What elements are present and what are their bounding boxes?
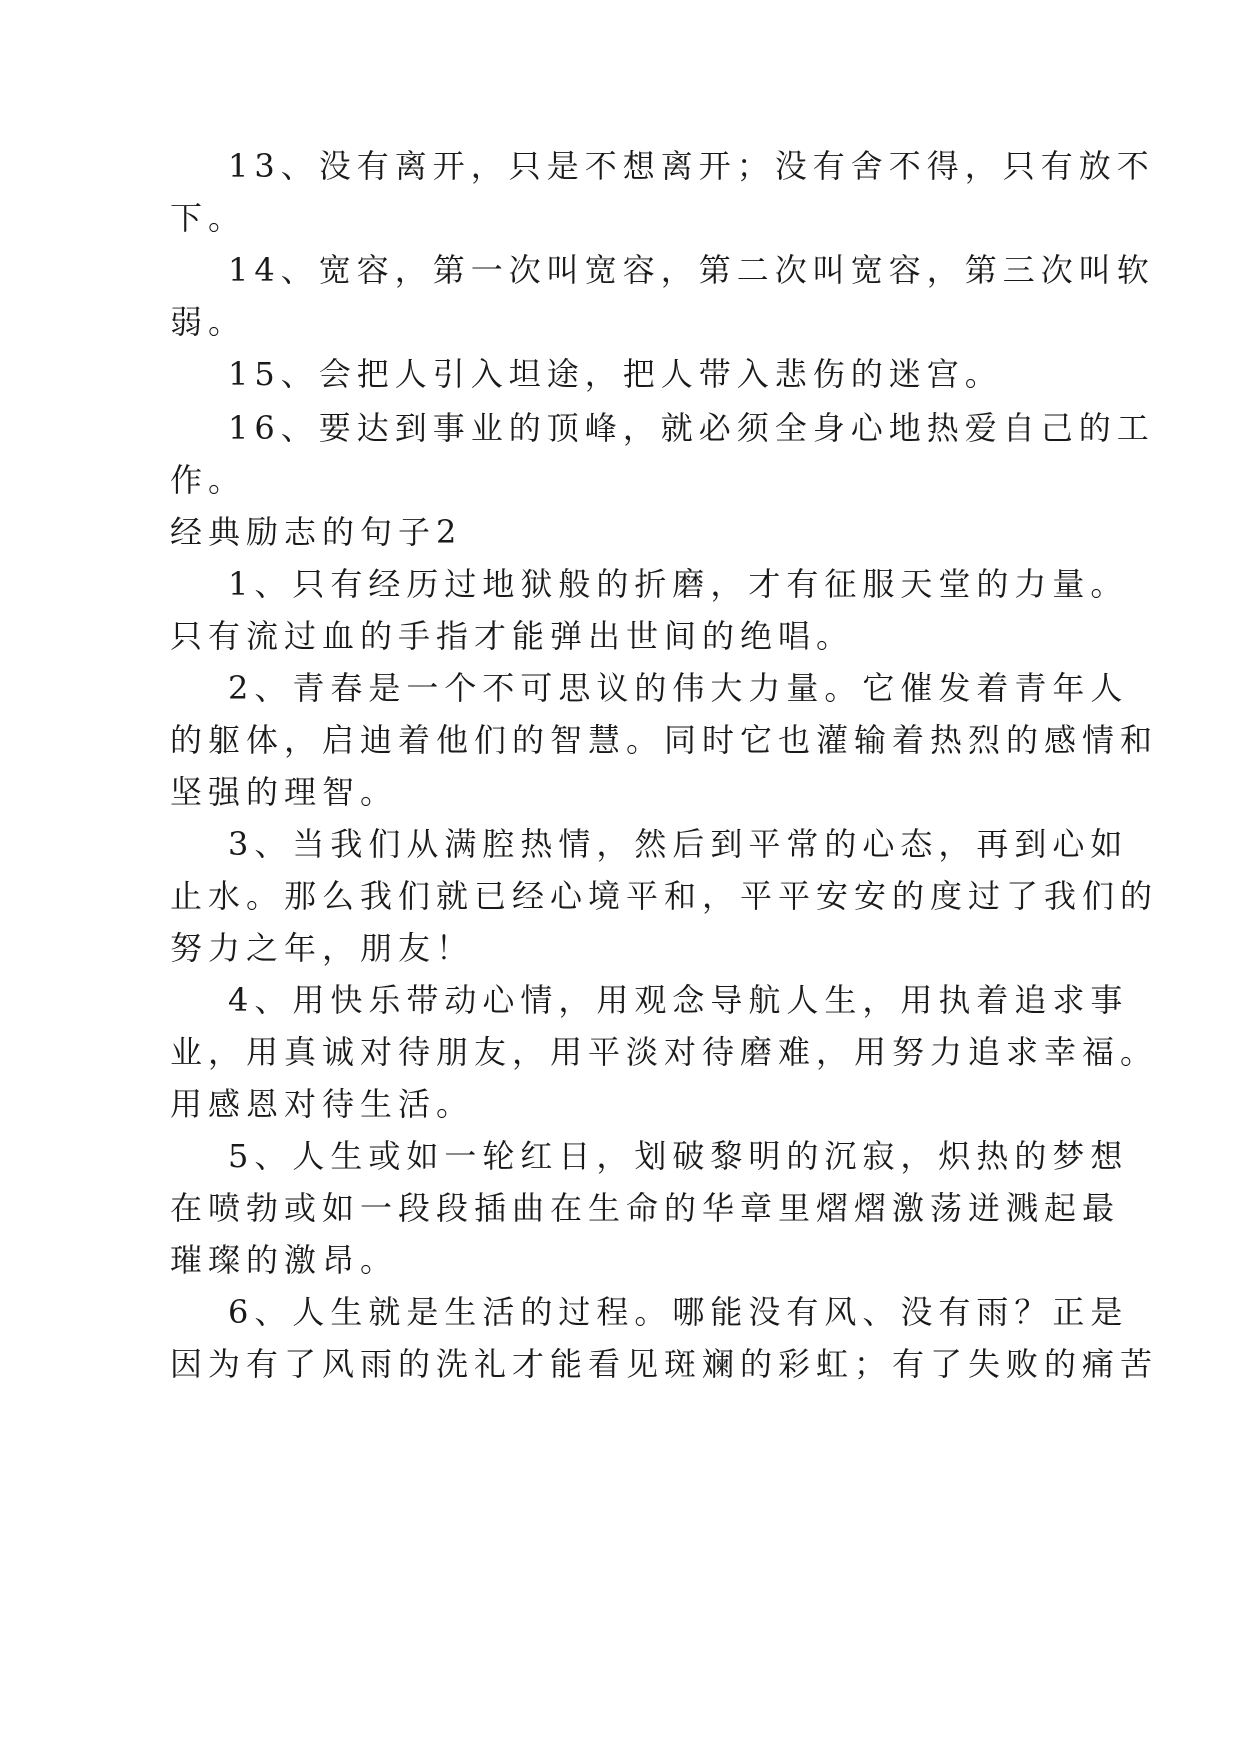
section-heading: 经典励志的句子2 bbox=[170, 513, 463, 551]
text-line-2: 下。 bbox=[170, 199, 247, 237]
text-line-22: 璀璨的激昂。 bbox=[170, 1241, 399, 1279]
text-line-11: 2、青春是一个不可思议的伟大力量。它催发着青年人 bbox=[228, 669, 1129, 707]
text-line-15: 止水。那么我们就已经心境平和，平平安安的度过了我们的 bbox=[170, 877, 1159, 915]
text-line-24: 因为有了风雨的洗礼才能看见斑斓的彩虹；有了失败的痛苦 bbox=[170, 1345, 1159, 1383]
text-line-6: 16、要达到事业的顶峰，就必须全身心地热爱自己的工 bbox=[228, 409, 1155, 447]
text-line-13: 坚强的理智。 bbox=[170, 773, 399, 811]
text-line-23: 6、人生就是生活的过程。哪能没有风、没有雨？正是 bbox=[228, 1293, 1129, 1331]
text-line-3: 14、宽容，第一次叫宽容，第二次叫宽容，第三次叫软 bbox=[228, 251, 1155, 289]
text-line-20: 5、人生或如一轮红日，划破黎明的沉寂，炽热的梦想 bbox=[228, 1137, 1129, 1175]
text-line-10: 只有流过血的手指才能弹出世间的绝唱。 bbox=[170, 617, 855, 655]
text-line-5: 15、会把人引入坦途，把人带入悲伤的迷宫。 bbox=[228, 355, 1003, 393]
text-line-9: 1、只有经历过地狱般的折磨，才有征服天堂的力量。 bbox=[228, 565, 1129, 603]
text-line-18: 业，用真诚对待朋友，用平淡对待磨难，用努力追求幸福。 bbox=[170, 1033, 1159, 1071]
text-line-17: 4、用快乐带动心情，用观念导航人生，用执着追求事 bbox=[228, 981, 1129, 1019]
text-line-16: 努力之年，朋友！ bbox=[170, 929, 475, 967]
text-line-1: 13、没有离开，只是不想离开；没有舍不得，只有放不 bbox=[228, 147, 1155, 185]
text-line-19: 用感恩对待生活。 bbox=[170, 1085, 475, 1123]
text-line-21: 在喷勃或如一段段插曲在生命的华章里熠熠激荡迸溅起最 bbox=[170, 1189, 1121, 1227]
text-line-7: 作。 bbox=[170, 461, 247, 499]
text-line-4: 弱。 bbox=[170, 303, 247, 341]
text-line-12: 的躯体，启迪着他们的智慧。同时它也灌输着热烈的感情和 bbox=[170, 721, 1159, 759]
text-line-14: 3、当我们从满腔热情，然后到平常的心态，再到心如 bbox=[228, 825, 1129, 863]
